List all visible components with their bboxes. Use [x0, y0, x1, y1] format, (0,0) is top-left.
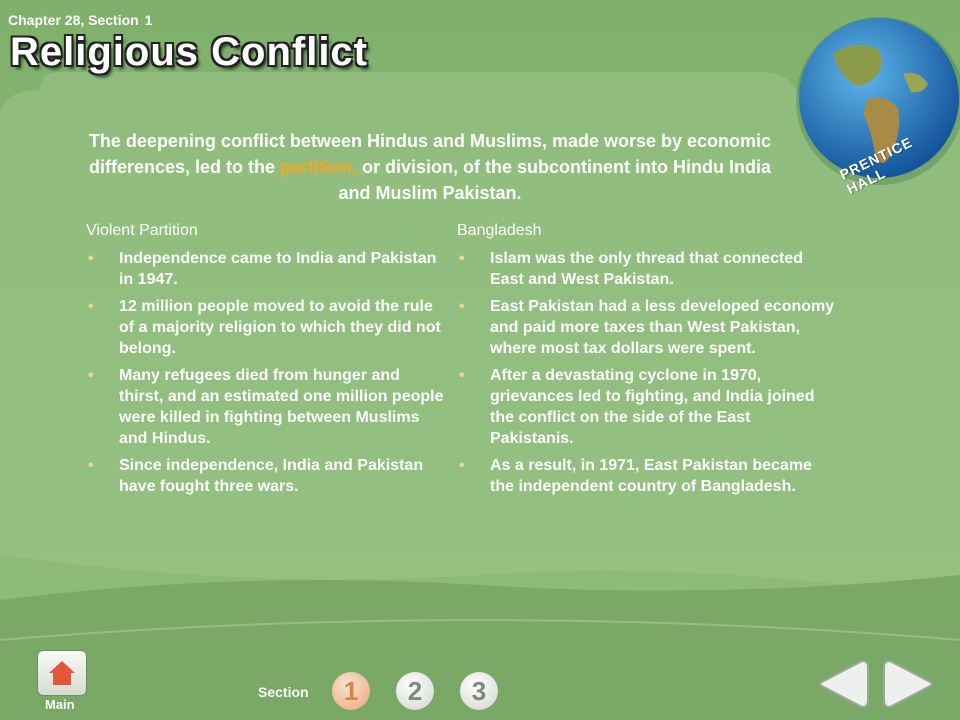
- bullet-text: As a result, in 1971, East Pakistan became the independent country of Bangladesh.: [490, 457, 812, 495]
- bullet-icon: •: [459, 457, 465, 474]
- list-item: [457, 296, 837, 359]
- bullet-icon: •: [88, 367, 94, 384]
- bullet-text: Islam was the only thread that connected East and West Pakistan.: [490, 250, 803, 288]
- bullet-text: Since independence, India and Pakistan have fought three wars.: [119, 457, 424, 495]
- previous-slide-button[interactable]: [812, 655, 872, 713]
- list-item: [86, 455, 446, 497]
- home-icon: [38, 651, 86, 695]
- intro-text-1: The deepening conflict between Hindus and Muslims, made worse by economic differences, led to the: [88, 131, 772, 177]
- section-1-button[interactable]: 1: [332, 672, 370, 710]
- violent-partition-column: [86, 222, 446, 503]
- chapter-section-number: 1: [144, 12, 153, 28]
- bullet-icon: •: [459, 250, 465, 267]
- bullet-text: Independence came to India and Pakistan in 1947.: [119, 250, 437, 288]
- bullet-text: Many refugees died from hunger and thirst, and an estimated one million people were killed in fighting between Muslims and Hindus.: [119, 367, 444, 447]
- intro-text-2: or division, of the subcontinent into Hindu India and Muslim Pakistan.: [338, 157, 772, 203]
- section-2-button[interactable]: 2: [396, 672, 434, 710]
- main-label: Main: [45, 697, 75, 712]
- section-label: Section: [258, 684, 309, 700]
- section-3-button[interactable]: 3: [460, 672, 498, 710]
- bullet-text: 12 million people moved to avoid the rule of a majority religion to which they did not belong.: [119, 298, 441, 357]
- bullet-icon: •: [88, 298, 94, 315]
- slide-title: Religious Conflict: [10, 30, 368, 74]
- bullet-icon: •: [88, 250, 94, 267]
- chapter-label: [8, 12, 153, 28]
- next-slide-button[interactable]: [880, 655, 940, 713]
- list-item: [86, 365, 446, 449]
- list-item: [457, 455, 837, 497]
- chapter-text: Chapter 28, Section: [8, 12, 139, 28]
- intro-highlight-term: partition,: [280, 157, 358, 177]
- list-item: [86, 248, 446, 290]
- home-button[interactable]: [37, 650, 87, 696]
- column-heading: Bangladesh: [457, 222, 542, 239]
- list-item: [457, 365, 837, 449]
- bullet-icon: •: [88, 457, 94, 474]
- list-item: [457, 248, 837, 290]
- bangladesh-column: [457, 222, 837, 503]
- intro-paragraph: [80, 128, 780, 206]
- bullet-text: East Pakistan had a less developed economy and paid more taxes than West Pakistan, where most tax dollars were spent.: [490, 298, 835, 357]
- publisher-logo: PRENTICE HALL: [837, 133, 915, 198]
- bullet-icon: •: [459, 367, 465, 384]
- bullet-icon: •: [459, 298, 465, 315]
- column-heading: Violent Partition: [86, 222, 198, 239]
- bullet-list: [457, 248, 837, 497]
- list-item: [86, 296, 446, 359]
- bullet-list: [86, 248, 446, 497]
- bullet-text: After a devastating cyclone in 1970, grievances led to fighting, and India joined the conflict on the side of the East Pakistanis.: [490, 367, 815, 447]
